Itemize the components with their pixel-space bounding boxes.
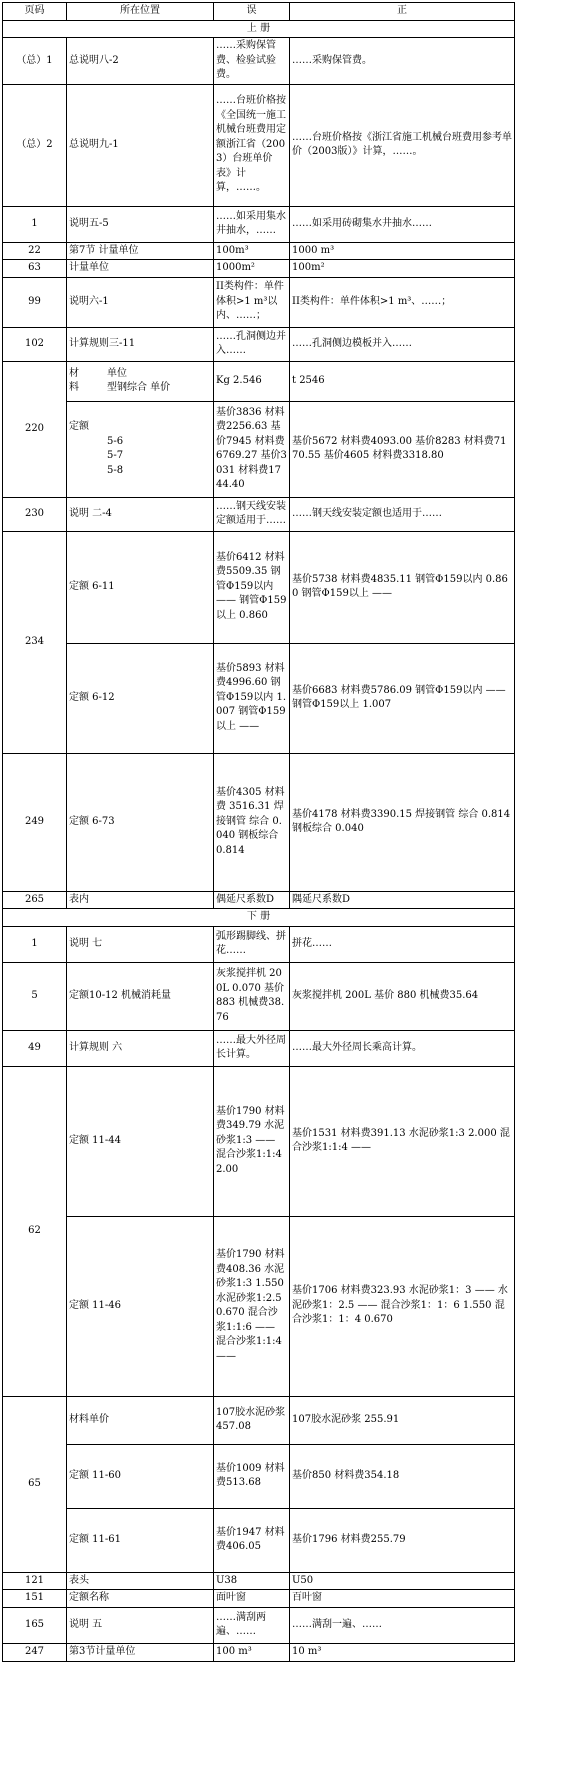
correct-cell: 隅延尺系数D <box>290 891 515 909</box>
correct-cell: 1000 m³ <box>290 242 515 260</box>
correct-cell: ……最大外径周长乘高计算。 <box>290 1030 515 1066</box>
wrong-cell: 面叶窗 <box>214 1590 290 1608</box>
correct-cell: 10 m³ <box>290 1643 515 1661</box>
page-cell: 99 <box>3 277 67 327</box>
table-row <box>3 1590 515 1608</box>
correct-cell: 基价1531 材料费391.13 水泥砂浆1:3 2.000 混合沙浆1:1:4 —— <box>290 1066 515 1216</box>
table-row <box>3 1607 515 1643</box>
errata-table <box>2 2 515 1662</box>
wrong-cell: 100 m³ <box>214 1643 290 1661</box>
header-row <box>3 3 515 21</box>
wrong-cell: 基价1009 材料费513.68 <box>214 1444 290 1508</box>
location-cell: 定额 6-11 <box>67 531 214 643</box>
page-cell: 63 <box>3 260 67 278</box>
wrong-cell: ……台班价格按《全国统一施工机械台班费用定额浙江省（2003）台班单价表》计算，……。 <box>214 84 290 206</box>
page-cell: （总）2 <box>3 84 67 206</box>
location-cell: 说明五-5 <box>67 206 214 242</box>
correct-cell: 拼花…… <box>290 926 515 962</box>
correct-cell: U50 <box>290 1572 515 1590</box>
page-cell: 121 <box>3 1572 67 1590</box>
table-row <box>3 643 515 753</box>
correct-cell: 基价5738 材料费4835.11 钢管Φ159以内 0.860 钢管Φ159以上 —— <box>290 531 515 643</box>
wrong-cell: 基价6412 材料费5509.35 钢管Φ159以内 —— 钢管Φ159以上 0.860 <box>214 531 290 643</box>
table-row <box>3 753 515 891</box>
correct-cell: 基价4178 材料费3390.15 焊接钢管 综合 0.814 钢板综合 0.040 <box>290 753 515 891</box>
location-cell: 定额 11-46 <box>67 1216 214 1396</box>
page-cell: 65 <box>3 1396 67 1572</box>
table-row <box>3 38 515 85</box>
header-location: 所在位置 <box>67 3 214 21</box>
correct-cell: 100m² <box>290 260 515 278</box>
correct-cell: ……台班价格按《浙江省施工机械台班费用参考单价（2003版）》计算，……。 <box>290 84 515 206</box>
correct-cell: 基价6683 材料费5786.09 钢管Φ159以内 —— 钢管Φ159以上 1.007 <box>290 643 515 753</box>
correct-cell: 基价1796 材料费255.79 <box>290 1508 515 1572</box>
table-row <box>3 206 515 242</box>
location-cell: 材料单价 <box>67 1396 214 1444</box>
section-lower: 下 册 <box>3 909 515 927</box>
table-row <box>3 84 515 206</box>
location-cell: 计算规则 六 <box>67 1030 214 1066</box>
table-row <box>3 1066 515 1216</box>
wrong-cell: 弧形踢脚线、拼花…… <box>214 926 290 962</box>
correct-cell: ……满刮一遍、…… <box>290 1607 515 1643</box>
location-cell <box>67 361 214 401</box>
wrong-cell: 100m³ <box>214 242 290 260</box>
page-cell: 5 <box>3 962 67 1030</box>
wrong-cell: II类构件：单件体积>1 m³以内、……； <box>214 277 290 327</box>
wrong-cell: ……满刮两遍、…… <box>214 1607 290 1643</box>
page-cell: 151 <box>3 1590 67 1608</box>
page-cell: 230 <box>3 497 67 531</box>
correct-cell: 基价850 材料费354.18 <box>290 1444 515 1508</box>
correct-cell: II类构件：单件体积>1 m³、……； <box>290 277 515 327</box>
correct-cell: ……采购保管费。 <box>290 38 515 85</box>
location-left: 定额 <box>69 421 89 432</box>
header-page: 页码 <box>3 3 67 21</box>
page-cell: 1 <box>3 926 67 962</box>
page-cell: 22 <box>3 242 67 260</box>
page-cell: 1 <box>3 206 67 242</box>
location-cell: 定额10-12 机械消耗量 <box>67 962 214 1030</box>
location-cell: 定额 6-12 <box>67 643 214 753</box>
correct-cell: 灰浆搅拌机 200L 基价 880 机械费35.64 <box>290 962 515 1030</box>
header-wrong: 误 <box>214 3 290 21</box>
correct-cell: 基价1706 材料费323.93 水泥砂浆1：3 —— 水泥砂浆1：2.5 —— 混合沙浆1：1：6 1.550 混合沙浆1：1：4 0.670 <box>290 1216 515 1396</box>
table-row <box>3 401 515 497</box>
table-row <box>3 1396 515 1444</box>
correct-cell: ……钢天线安装定额也适用于…… <box>290 497 515 531</box>
correct-cell: 基价5672 材料费4093.00 基价8283 材料费7170.55 基价4605 材料费3318.80 <box>290 401 515 497</box>
location-cell: 第3节计量单位 <box>67 1643 214 1661</box>
wrong-cell: 基价1947 材料费406.05 <box>214 1508 290 1572</box>
page-cell: 220 <box>3 361 67 497</box>
page-cell: 102 <box>3 327 67 361</box>
location-cell <box>67 401 214 497</box>
location-cell: 第7节 计量单位 <box>67 242 214 260</box>
page-cell: 265 <box>3 891 67 909</box>
table-row <box>3 1030 515 1066</box>
wrong-cell: ……如采用集水井抽水，…… <box>214 206 290 242</box>
location-cell: 定额 6-73 <box>67 753 214 891</box>
wrong-cell: Kg 2.546 <box>214 361 290 401</box>
table-row <box>3 926 515 962</box>
location-cell: 说明六-1 <box>67 277 214 327</box>
table-row <box>3 361 515 401</box>
wrong-cell: 107胶水泥砂浆 457.08 <box>214 1396 290 1444</box>
page-cell: 247 <box>3 1643 67 1661</box>
table-row <box>3 1572 515 1590</box>
page-cell: 249 <box>3 753 67 891</box>
location-cell: 总说明八-2 <box>67 38 214 85</box>
correct-cell: ……孔洞侧边模板并入…… <box>290 327 515 361</box>
table-row <box>3 242 515 260</box>
page-cell: 165 <box>3 1607 67 1643</box>
table-row <box>3 277 515 327</box>
location-right: 5-6 5-7 5-8 <box>107 435 124 476</box>
wrong-cell: ……孔洞侧边并入…… <box>214 327 290 361</box>
section-row-upper <box>3 20 515 38</box>
location-cell: 定额 11-60 <box>67 1444 214 1508</box>
location-cell: 表内 <box>67 891 214 909</box>
location-cell: 定额 11-44 <box>67 1066 214 1216</box>
correct-cell: 107胶水泥砂浆 255.91 <box>290 1396 515 1444</box>
wrong-cell: 基价4305 材料费 3516.31 焊接钢管 综合 0.040 钢板综合 0.814 <box>214 753 290 891</box>
wrong-cell: 基价1790 材料费349.79 水泥砂浆1:3 —— 混合沙浆1:1:4 2.00 <box>214 1066 290 1216</box>
location-cell: 定额 11-61 <box>67 1508 214 1572</box>
correct-cell: t 2546 <box>290 361 515 401</box>
location-cell: 计算规则三-11 <box>67 327 214 361</box>
page-cell: 62 <box>3 1066 67 1396</box>
table-row <box>3 1508 515 1572</box>
table-row <box>3 1444 515 1508</box>
wrong-cell: 灰浆搅拌机 200L 0.070 基价 883 机械费38.76 <box>214 962 290 1030</box>
table-row <box>3 1643 515 1661</box>
correct-cell: ……如采用砖砌集水井抽水…… <box>290 206 515 242</box>
wrong-cell: 基价3836 材料费2256.63 基价7945 材料费6769.27 基价3031 材料费1744.40 <box>214 401 290 497</box>
page-cell: 234 <box>3 531 67 753</box>
wrong-cell: ……采购保管费、检验试验费。 <box>214 38 290 85</box>
table-row <box>3 497 515 531</box>
wrong-cell: 1000m² <box>214 260 290 278</box>
location-cell: 说明 七 <box>67 926 214 962</box>
table-row <box>3 962 515 1030</box>
header-correct: 正 <box>290 3 515 21</box>
table-row <box>3 260 515 278</box>
wrong-cell: 偶延尺系数D <box>214 891 290 909</box>
page-cell: （总）1 <box>3 38 67 85</box>
section-row-lower <box>3 909 515 927</box>
table-row <box>3 1216 515 1396</box>
location-cell: 定额名称 <box>67 1590 214 1608</box>
location-left: 材 料 <box>69 367 79 393</box>
wrong-cell: U38 <box>214 1572 290 1590</box>
wrong-cell: ……最大外径周长计算。 <box>214 1030 290 1066</box>
page-cell: 49 <box>3 1030 67 1066</box>
location-cell: 计量单位 <box>67 260 214 278</box>
wrong-cell: 基价1790 材料费408.36 水泥砂浆1:3 1.550 水泥砂浆1:2.5 0.670 混合沙浆1:1:6 —— 混合沙浆1:1:4 —— <box>214 1216 290 1396</box>
wrong-cell: ……钢天线安装定额适用于…… <box>214 497 290 531</box>
section-upper: 上 册 <box>3 20 515 38</box>
table-row <box>3 531 515 643</box>
location-right: 单位 型钢综合 单价 <box>107 367 171 393</box>
correct-cell: 百叶窗 <box>290 1590 515 1608</box>
location-cell: 说明 二-4 <box>67 497 214 531</box>
location-cell: 说明 五 <box>67 1607 214 1643</box>
wrong-cell: 基价5893 材料费4996.60 钢管Φ159以内 1.007 钢管Φ159以上 —— <box>214 643 290 753</box>
table-row <box>3 327 515 361</box>
table-row <box>3 891 515 909</box>
location-cell: 总说明九-1 <box>67 84 214 206</box>
location-cell: 表头 <box>67 1572 214 1590</box>
